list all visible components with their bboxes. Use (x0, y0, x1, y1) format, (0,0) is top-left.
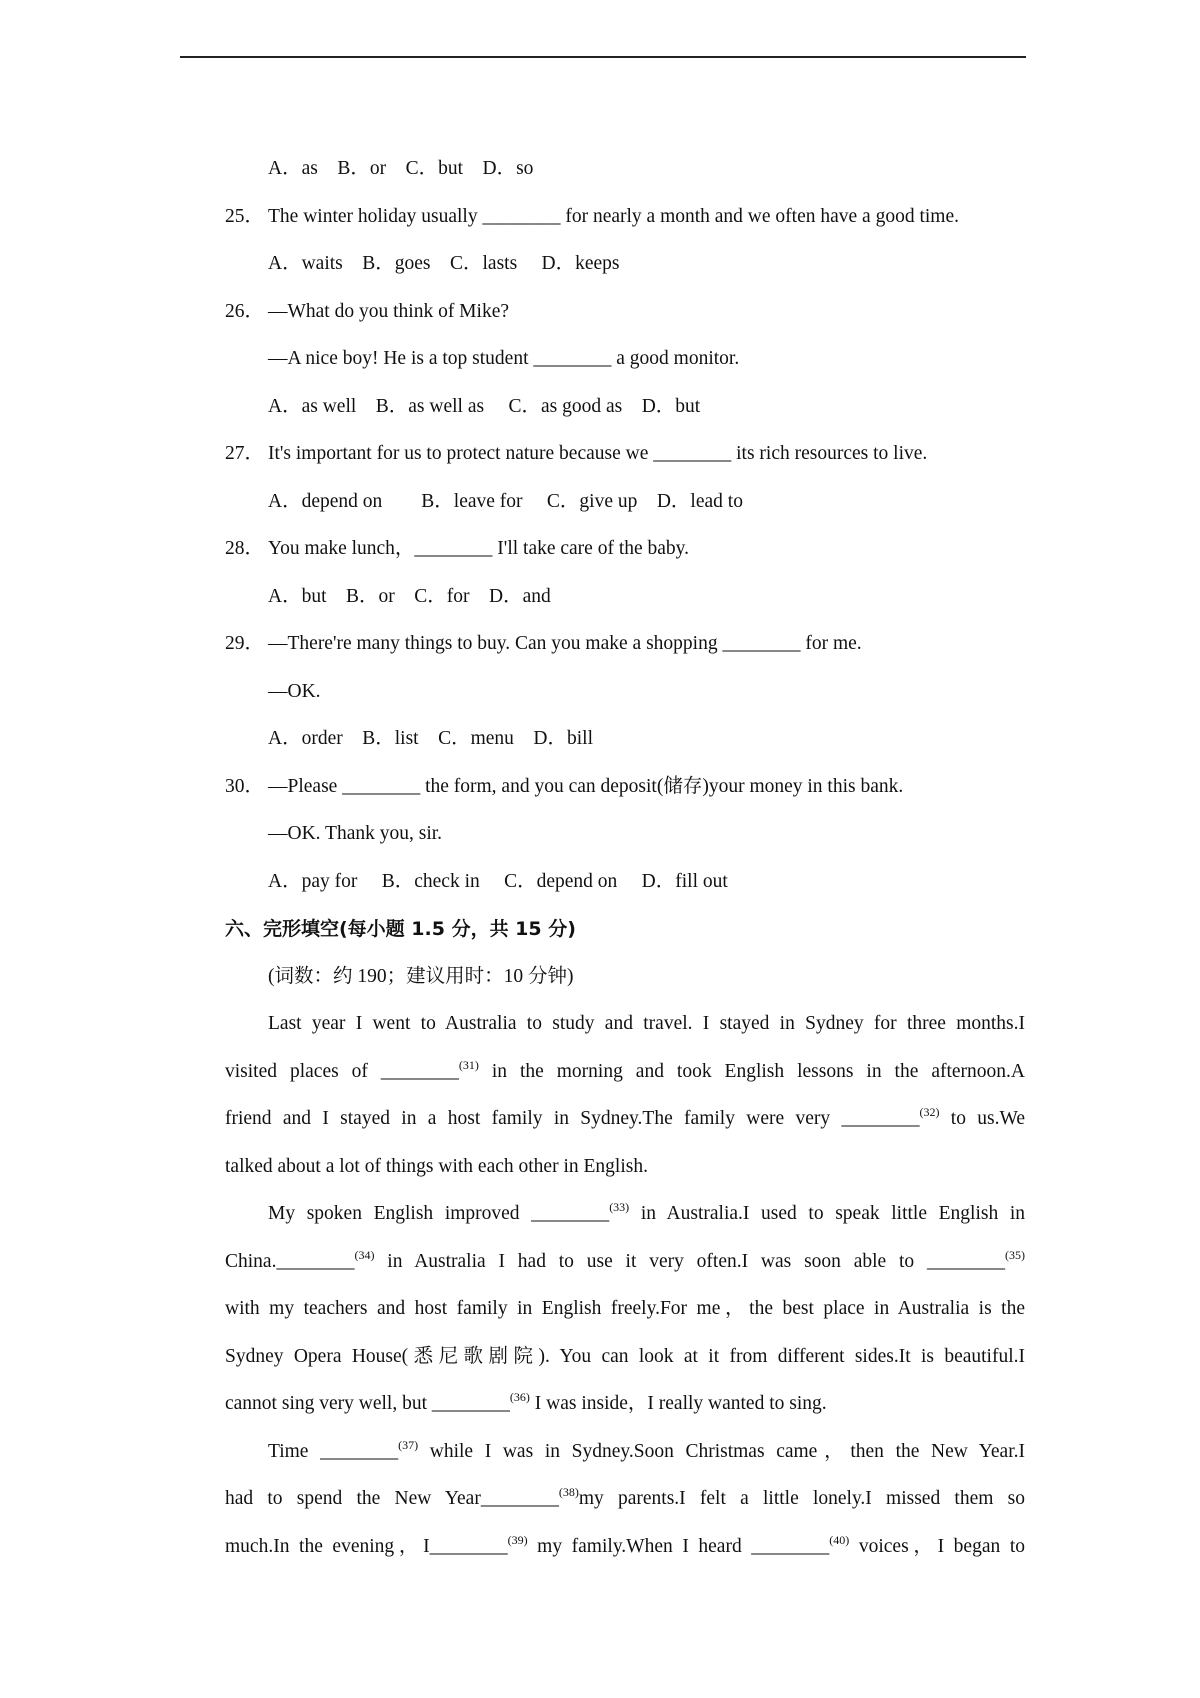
question-26 (225, 293, 1025, 341)
q27-options: A．depend on B．leave for C．give up D．lead to (268, 490, 743, 512)
blank-number: (34) (354, 1247, 375, 1262)
q29-options: A．order B．list C．menu D．bill (268, 728, 593, 749)
passage-line: visited places of ________$^{(31)}$ in the morning and took English lessons in the afternoon.A (225, 1057, 1025, 1082)
q25-options: A．waits B．goes C．lasts D．keeps (268, 253, 620, 274)
blank-number: (40) (829, 1532, 850, 1547)
blank-number: (39) (507, 1532, 528, 1547)
q24-options: A．as B．or C．but D．so (268, 158, 534, 179)
blank-number: (37) (398, 1437, 419, 1452)
passage-line: Time ________$^{(37)}$ while I was in Sydney.Soon Christmas came，then the New Year.I (268, 1437, 1025, 1462)
question-stem: It's important for us to protect nature because we ________ its rich resources to live. (268, 443, 928, 464)
question-29 (225, 625, 1025, 673)
question-number: 26． (225, 300, 265, 322)
blank-number: (31) (458, 1057, 479, 1072)
question-number: 25． (225, 205, 265, 227)
passage-line: My spoken English improved ________$^{(33)}$ in Australia.I used to speak little English in (268, 1200, 1025, 1224)
q28-options: A．but B．or C．for D．and (268, 585, 551, 607)
question-stem: You make lunch，________ I'll take care of the baby. (268, 538, 690, 559)
document-body (225, 150, 1025, 1575)
passage-line: friend and I stayed in a host family in Sydney.The family were very ________$^{(32)}$ to us.We (225, 1105, 1025, 1129)
passage-line: had to spend the New Year________$^{(38)}$my parents.I felt a little lonely.I missed them so (225, 1485, 1025, 1509)
section-title: 六、完形填空(每小题 1.5 分，共 15 分) (225, 918, 576, 940)
question-stem: —There're many things to buy. Can you make a shopping ________ for me. (268, 633, 862, 654)
section-note: (词数：约 190；建议用时：10 分钟) (268, 965, 574, 987)
q30-dialogue-reply: —OK. Thank you, sir. (268, 823, 443, 844)
question-30 (225, 768, 1025, 816)
question-28 (225, 530, 1025, 578)
passage-line: China.________$^{(34)}$ in Australia I had to use it very often.I was soon able to ________$^{(35)}$ (225, 1247, 1025, 1272)
question-27 (225, 435, 1025, 483)
q26-options: A．as well B．as well as C．as good as D．but (268, 395, 701, 417)
question-stem: —What do you think of Mike? (268, 300, 509, 322)
blank-number: (36) (509, 1390, 530, 1404)
q30-options: A．pay for B．check in C．depend on D．fill out (268, 870, 728, 892)
blank-number: (35) (1005, 1247, 1025, 1262)
question-number: 30． (225, 775, 265, 797)
passage-line: with my teachers and host family in English freely.For me，the best place in Australia is the (225, 1298, 1025, 1319)
blank-number: (38) (558, 1485, 579, 1499)
header-rule (180, 56, 1026, 58)
passage-line: cannot sing very well, but ________$^{(36)}$ I was inside，I really wanted to sing. (225, 1390, 827, 1414)
question-number: 28． (225, 538, 265, 559)
passage-line: Last year I went to Australia to study and travel. I stayed in Sydney for three months.I (268, 1013, 1025, 1034)
question-number: 29． (225, 633, 265, 654)
passage-line: talked about a lot of things with each other in English. (225, 1155, 648, 1177)
passage-line: much.In the evening，I________$^{(39)}$ my family.When I heard ________$^{(40)}$ voices，I began to (225, 1532, 1025, 1557)
question-25 (225, 198, 1025, 246)
question-stem: The winter holiday usually ________ for nearly a month and we often have a good time. (268, 205, 959, 227)
passage-line: Sydney Opera House(悉尼歌剧院). You can look at it from different sides.It is beautiful.I (225, 1345, 1025, 1367)
question-stem: —Please ________ the form, and you can deposit(储存)your money in this bank. (268, 775, 904, 797)
q26-dialogue-reply: —A nice boy! He is a top student ________ a good monitor. (268, 348, 740, 369)
blank-number: (33) (609, 1200, 630, 1214)
question-number: 27． (225, 443, 265, 464)
blank-number: (32) (919, 1105, 940, 1119)
q29-dialogue-reply: —OK. (268, 680, 321, 702)
